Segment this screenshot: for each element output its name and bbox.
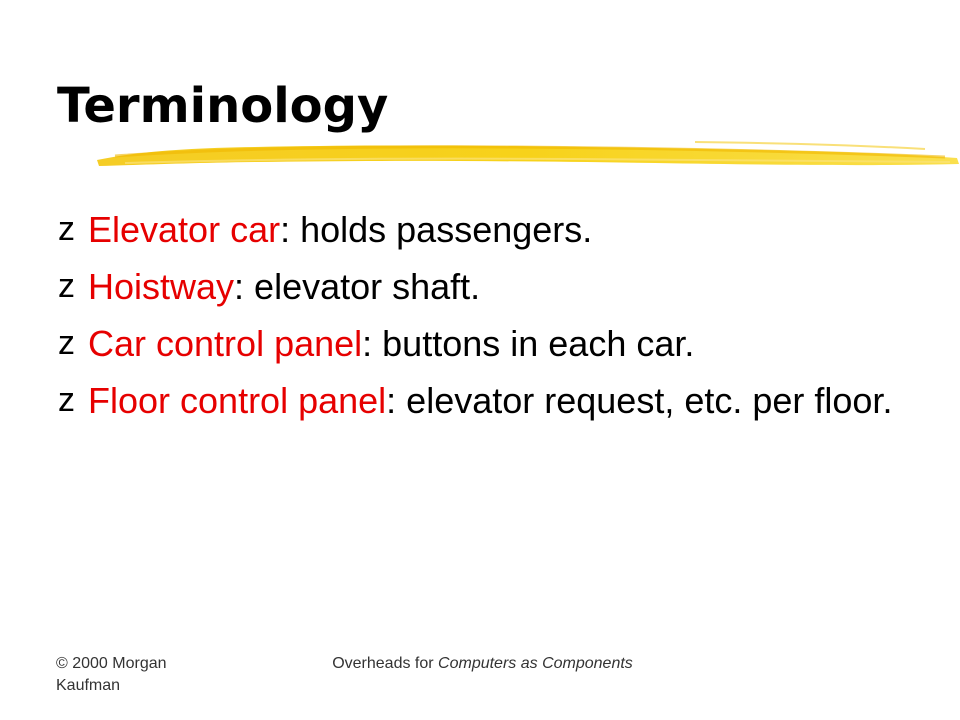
bullet-marker: z (58, 267, 75, 305)
footer-copyright: © 2000 Morgan Kaufman (56, 655, 167, 694)
footer-book-title: Computers as Components (438, 655, 633, 672)
bullet-list (58, 208, 938, 422)
bullet-marker: z (58, 381, 75, 419)
bullet-item (58, 208, 938, 251)
bullet-item (58, 265, 938, 308)
bullet-definition: : elevator request, etc. per floor. (386, 380, 893, 421)
bullet-definition: : buttons in each car. (362, 323, 695, 364)
bullet-term: Elevator car (88, 209, 281, 250)
bullet-item (58, 379, 938, 422)
title-underline-highlight (95, 132, 960, 180)
slide-title: Terminology (57, 78, 389, 134)
bullet-item (58, 322, 938, 365)
footer-overheads-prefix: Overheads for (332, 655, 439, 672)
bullet-term: Hoistway (88, 266, 235, 307)
footer-overheads (330, 653, 635, 675)
bullet-term: Car control panel (88, 323, 363, 364)
bullet-term: Floor control panel (88, 380, 387, 421)
bullet-marker: z (58, 324, 75, 362)
bullet-definition: : elevator shaft. (234, 266, 481, 307)
bullet-marker: z (58, 210, 75, 248)
bullet-definition: : holds passengers. (280, 209, 593, 250)
